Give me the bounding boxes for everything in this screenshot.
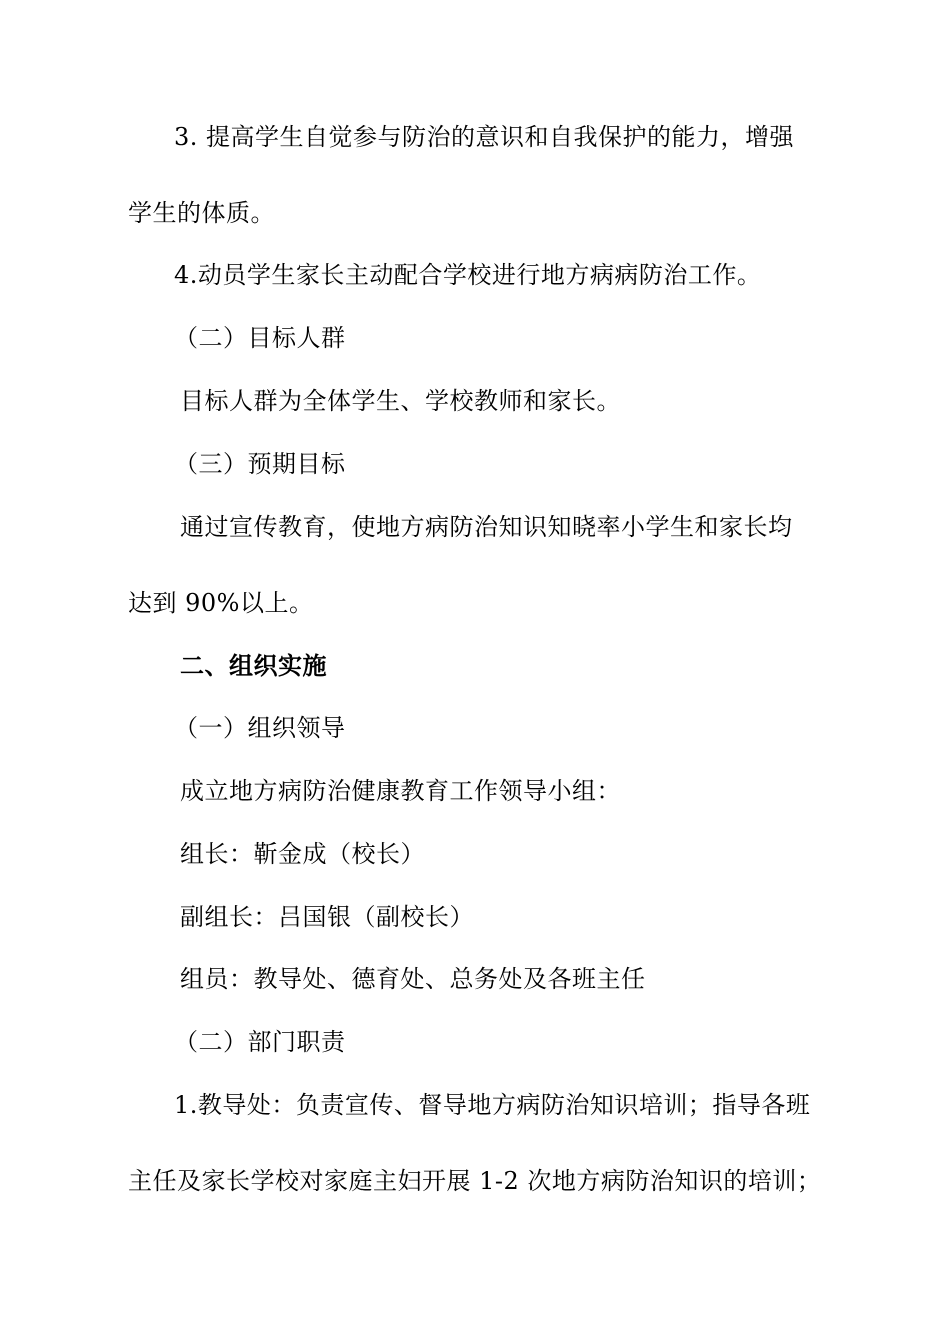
subheading-responsibilities: （二）部门职责 <box>174 1028 346 1056</box>
paragraph-goal-3-line-2: 学生的体质。 <box>128 199 275 227</box>
paragraph-target-group: 目标人群为全体学生、学校教师和家长。 <box>180 387 621 415</box>
paragraph-leadership-group: 成立地方病防治健康教育工作领导小组： <box>180 777 621 805</box>
paragraph-goal-4: 4.动员学生家长主动配合学校进行地方病病防治工作。 <box>174 261 762 289</box>
subheading-leadership: （一）组织领导 <box>174 714 346 742</box>
subheading-target-group: （二）目标人群 <box>174 324 346 352</box>
paragraph-teaching-office-line-1: 1.教导处：负责宣传、督导地方病防治知识培训；指导各班 <box>174 1091 811 1119</box>
paragraph-expected-goal-line-2: 达到 90%以上。 <box>128 589 314 617</box>
paragraph-members: 组员：教导处、德育处、总务处及各班主任 <box>180 965 646 993</box>
paragraph-goal-3-line-1: 3. 提高学生自觉参与防治的意识和自我保护的能力，增强 <box>174 123 795 151</box>
subheading-expected-goal: （三）预期目标 <box>174 450 346 478</box>
section-heading-organization: 二、组织实施 <box>180 651 327 680</box>
paragraph-group-leader: 组长：靳金成（校长） <box>180 840 425 868</box>
paragraph-expected-goal-line-1: 通过宣传教育，使地方病防治知识知晓率小学生和家长均 <box>180 513 793 541</box>
paragraph-teaching-office-line-2: 主任及家长学校对家庭主妇开展 1-2 次地方病防治知识的培训； <box>128 1167 822 1195</box>
paragraph-deputy-leader: 副组长：吕国银（副校长） <box>180 903 474 931</box>
